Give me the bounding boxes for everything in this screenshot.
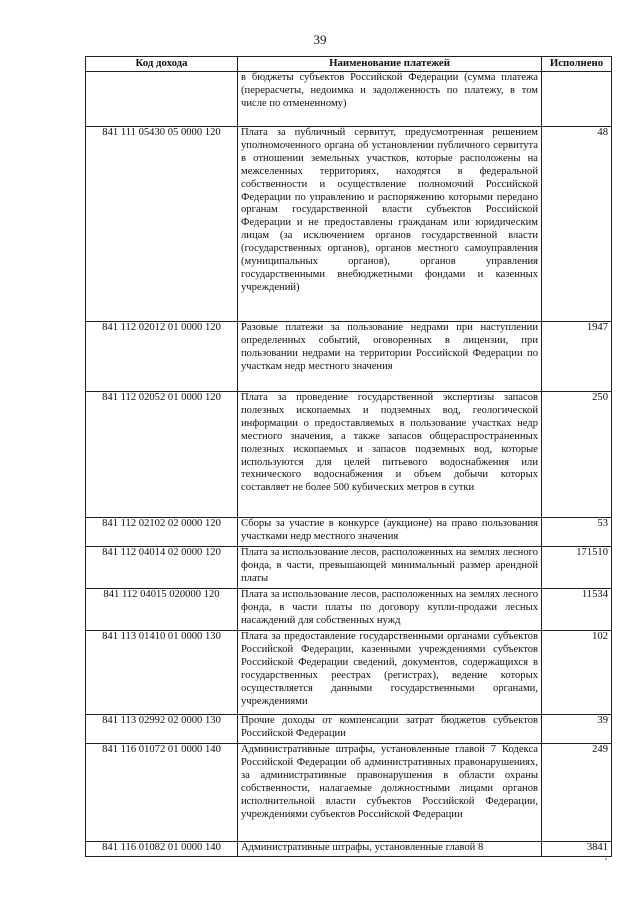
payment-name: Разовые платежи за пользование недрами при наступлении определенных событий, оговоренных в лицензии, при пользовании недрами на территории Российской Федерации по участкам недр местного значения [238,322,542,392]
payment-name: Сборы за участие в конкурсе (аукционе) на право пользования участками недр местного значения [238,518,542,547]
table-row [86,547,612,589]
payment-name: Плата за использование лесов, расположенных на землях лесного фонда, в части, превышающей минимальный размер арендной платы [238,547,542,589]
table-row [86,392,612,518]
executed-amount: 171510 [542,547,612,589]
payment-name: Административные штрафы, установленные главой 8 [238,842,542,857]
income-table [85,56,612,857]
income-code: 841 112 04014 02 0000 120 [86,547,238,589]
executed-amount: 1947 [542,322,612,392]
table-row [86,715,612,744]
executed-amount [542,72,612,127]
header-name: Наименование платежей [238,57,542,72]
income-code: 841 116 01082 01 0000 140 [86,842,238,857]
income-code: 841 111 05430 05 0000 120 [86,127,238,322]
executed-amount: 11534 [542,589,612,631]
executed-amount: 39 [542,715,612,744]
payment-name: Прочие доходы от компенсации затрат бюджетов субъектов Российской Федерации [238,715,542,744]
income-code: 841 116 01072 01 0000 140 [86,744,238,842]
executed-amount: 250 [542,392,612,518]
page-number: 39 [313,32,327,47]
table-row [86,744,612,842]
payment-name: Плата за проведение государственной экспертизы запасов полезных ископаемых и подземных вод, геологической информации о предоставляемых в пользование участках недр местного значения, а также запасов общераспространенных полезных ископаемых и запасов подземных вод, которые используются для целей питьевого водоснабжения или технического водоснабжения и объем добычи которых составляет не более 500 кубических метров в сутки [238,392,542,518]
scan-speck [605,858,607,860]
income-code: 841 113 02992 02 0000 130 [86,715,238,744]
executed-amount: 102 [542,631,612,715]
income-code: 841 112 02052 01 0000 120 [86,392,238,518]
table-row [86,518,612,547]
executed-amount: 3841 [542,842,612,857]
table-row [86,631,612,715]
header-code: Код дохода [86,57,238,72]
income-code: 841 112 02102 02 0000 120 [86,518,238,547]
payment-name: в бюджеты субъектов Российской Федерации (сумма платежа (перерасчеты, недоимка и задолженность по платежу, в том числе по отмененному) [238,72,542,127]
income-code: 841 112 02012 01 0000 120 [86,322,238,392]
income-code: 841 112 04015 020000 120 [86,589,238,631]
executed-amount: 48 [542,127,612,322]
payment-name: Плата за предоставление государственными органами субъектов Российской Федерации, казенными учреждениями субъектов Российской Федерации сведений, документов, содержащихся в государственных реестрах (регистрах), ведение которых осуществляется данными государственными органами, учреждениями [238,631,542,715]
payment-name: Административные штрафы, установленные главой 7 Кодекса Российской Федерации об административных правонарушениях, за административные правонарушения в области охраны собственности, налагаемые должностными лицами органов исполнительной власти субъектов Российской Федерации, учреждениями субъектов Российской Федерации [238,744,542,842]
executed-amount: 53 [542,518,612,547]
table-row [86,589,612,631]
table-row [86,127,612,322]
table-row [86,842,612,857]
income-code: 841 113 01410 01 0000 130 [86,631,238,715]
income-code [86,72,238,127]
payment-name: Плата за использование лесов, расположенных на землях лесного фонда, в части платы по договору купли-продажи лесных насаждений для собственных нужд [238,589,542,631]
executed-amount: 249 [542,744,612,842]
table-row [86,322,612,392]
payment-name: Плата за публичный сервитут, предусмотренная решением уполномоченного органа об установлении публичного сервитута в отношении земельных участков, которые расположены на межселенных территориях, находятся в федеральной собственности и осуществление полномочий Российской Федерации по управлению и распоряжению которыми передано органам государственной власти субъектов Российской Федерации и не предоставлены гражданам или юридическим лицам (за исключением органов государственной власти (государственных органов), органов местного самоуправления (муниципальных органов), органов управления государственными внебюджетными фондами и казенных учреждений) [238,127,542,322]
header-done: Исполнено [542,57,612,72]
table-header-row [86,57,612,72]
table-row [86,72,612,127]
